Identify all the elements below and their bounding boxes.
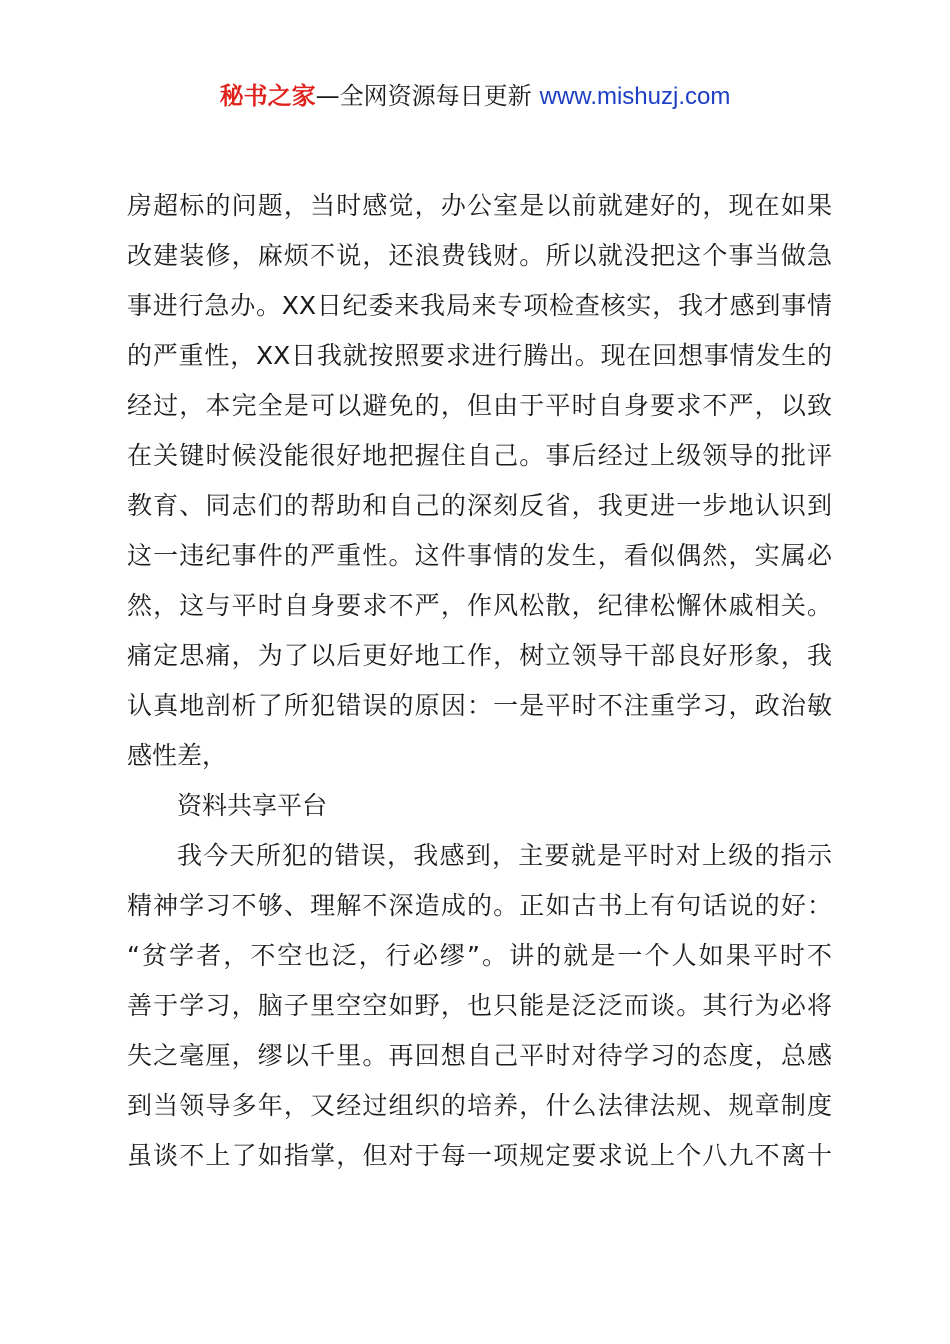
text-line: 精神学习不够、理解不深造成的。正如古书上有句话说的好： — [127, 891, 832, 920]
text-line: 这一违纪事件的严重性。这件事情的发生，看似偶然，实属必 — [127, 541, 832, 570]
text-line: 在关键时候没能很好地把握住自己。事后经过上级领导的批评 — [127, 441, 832, 470]
text-line: 到当领导多年，又经过组织的培养，什么法律法规、规章制度 — [127, 1091, 832, 1120]
text-line: 痛定思痛，为了以后更好地工作，树立领导干部良好形象，我 — [127, 641, 832, 670]
text-line: 改建装修，麻烦不说，还浪费钱财。所以就没把这个事当做急 — [127, 241, 832, 270]
text-line: 房超标的问题，当时感觉，办公室是以前就建好的，现在如果 — [127, 191, 832, 220]
text-line: 感性差， — [127, 741, 228, 770]
section-title: 资料共享平台 — [177, 791, 328, 820]
site-brand: 秘书之家 — [219, 82, 316, 110]
text-line: 教育、同志们的帮助和自己的深刻反省，我更进一步地认识到 — [127, 491, 832, 520]
text-line: 善于学习，脑子里空空如野，也只能是泛泛而谈。其行为必将 — [127, 991, 832, 1020]
text-line: 的严重性，XX日我就按照要求进行腾出。现在回想事情发生的 — [127, 341, 832, 370]
document-body — [127, 181, 832, 1181]
site-url-link[interactable]: www.mishuzj.com — [539, 83, 731, 110]
site-tagline: —全网资源每日更新 — [315, 82, 532, 110]
text-line: 认真地剖析了所犯错误的原因：一是平时不注重学习，政治敏 — [127, 691, 832, 720]
text-line: 虽谈不上了如指掌，但对于每一项规定要求说上个八九不离十 — [127, 1141, 832, 1170]
site-header — [0, 80, 950, 113]
text-line: 我今天所犯的错误，我感到，主要就是平时对上级的指示 — [177, 841, 832, 870]
text-line: 经过，本完全是可以避免的，但由于平时自身要求不严，以致 — [127, 391, 832, 420]
text-line: 然，这与平时自身要求不严，作风松散，纪律松懈休戚相关。 — [127, 591, 832, 620]
text-line: “贫学者，不空也泛，行必缪”。讲的就是一个人如果平时不 — [127, 941, 832, 970]
text-line: 失之毫厘，缪以千里。再回想自己平时对待学习的态度，总感 — [127, 1041, 832, 1070]
text-line: 事进行急办。XX日纪委来我局来专项检查核实，我才感到事情 — [127, 291, 832, 320]
